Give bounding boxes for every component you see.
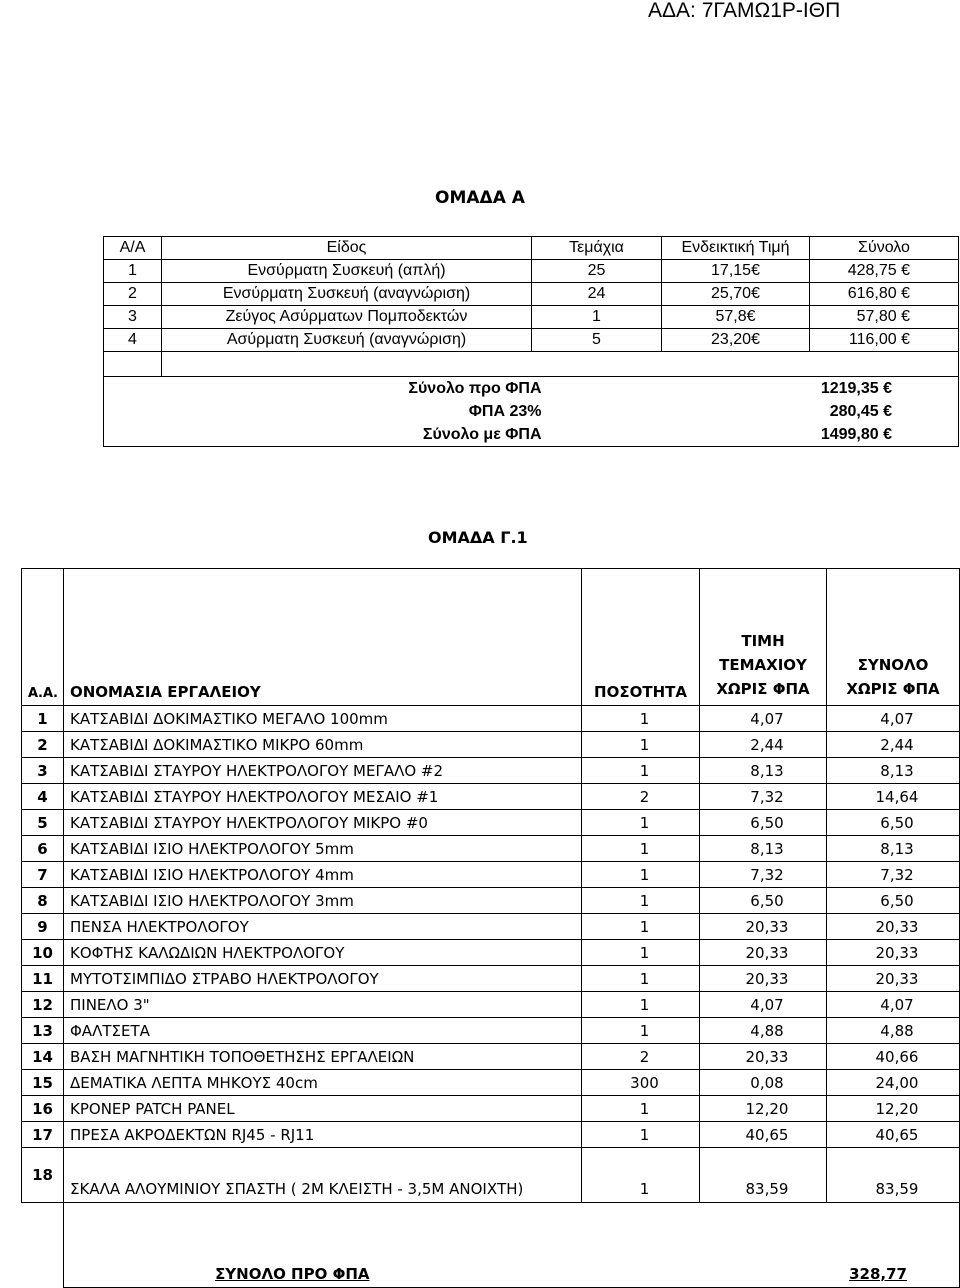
row-aa: 4 [22,784,64,810]
row-pieces: 1 [532,306,662,329]
row-qty: 1 [582,888,700,914]
row-total: 6,50 [827,888,960,914]
col-header-pieces: Τεμάχια [532,237,662,260]
table-row [22,836,960,862]
row-total: 4,07 [827,992,960,1018]
row-price: 2,44 [700,732,827,758]
blank-cell [22,1203,64,1244]
row-total: 616,80 € [810,283,959,306]
row-name: ΚΑΤΣΑΒΙΔΙ ΣΤΑΥΡΟΥ ΗΛΕΚΤΡΟΛΟΓΟΥ ΜΙΚΡΟ #0 [64,810,582,836]
summary-label: ΦΠΑ 23% [104,400,662,423]
row-aa: 11 [22,966,64,992]
row-qty: 2 [582,1044,700,1070]
summary-label: Σύνολο προ ΦΠΑ [104,377,662,401]
row-qty: 1 [582,732,700,758]
row-item: Ασύρματη Συσκευή (αναγνώριση) [162,329,532,352]
row-name: ΚΑΤΣΑΒΙΔΙ ΔΟΚΙΜΑΣΤΙΚΟ ΜΙΚΡΟ 60mm [64,732,582,758]
row-aa: 2 [22,732,64,758]
row-price: 4,07 [700,992,827,1018]
summary-label: Σύνολο με ΦΠΑ [104,423,662,447]
row-price: 23,20€ [662,329,810,352]
table-row [104,260,959,283]
blank-cell [64,1203,960,1244]
ada-code: ΑΔΑ: 7ΓΑΜΩ1Ρ-ΙΘΠ [648,0,841,22]
table-row [104,306,959,329]
row-pieces: 5 [532,329,662,352]
row-total: 57,80 € [810,306,959,329]
row-name: ΚΑΤΣΑΒΙΔΙ ΣΤΑΥΡΟΥ ΗΛΕΚΤΡΟΛΟΓΟΥ ΜΕΣΑΙΟ #1 [64,784,582,810]
row-qty: 1 [582,992,700,1018]
row-total: 40,65 [827,1122,960,1148]
blank-cell [22,1243,64,1288]
row-qty: 1 [582,966,700,992]
row-price: 12,20 [700,1096,827,1122]
row-qty: 1 [582,940,700,966]
table-header-row [104,237,959,260]
total-value: 328,77 [827,1243,960,1288]
row-price: 20,33 [700,940,827,966]
row-name: ΔΕΜΑΤΙΚΑ ΛΕΠΤΑ ΜΗΚΟΥΣ 40cm [64,1070,582,1096]
table-row [22,706,960,732]
summary-row [104,400,959,423]
row-total: 4,88 [827,1018,960,1044]
row-price: 83,59 [700,1148,827,1203]
row-price: 4,07 [700,706,827,732]
row-total: 2,44 [827,732,960,758]
row-qty: 1 [582,1122,700,1148]
row-name: ΚΑΤΣΑΒΙΔΙ ΣΤΑΥΡΟΥ ΗΛΕΚΤΡΟΛΟΓΟΥ ΜΕΓΑΛΟ #2 [64,758,582,784]
row-item: Ζεύγος Ασύρματων Πομποδεκτών [162,306,532,329]
table-row [22,810,960,836]
row-total: 20,33 [827,914,960,940]
summary-row [104,377,959,401]
row-name: ΚΑΤΣΑΒΙΔΙ ΙΣΙΟ ΗΛΕΚΤΡΟΛΟΓΟΥ 4mm [64,862,582,888]
row-aa: 8 [22,888,64,914]
row-total: 20,33 [827,966,960,992]
row-name: ΜΥΤΟΤΣΙΜΠΙΔΟ ΣΤΡΑΒΟ ΗΛΕΚΤΡΟΛΟΓΟΥ [64,966,582,992]
row-price: 17,15€ [662,260,810,283]
row-total: 14,64 [827,784,960,810]
col-header-aa: Α.Α. [22,569,64,706]
row-total: 116,00 € [810,329,959,352]
row-total: 40,66 [827,1044,960,1070]
total-row [22,1243,960,1288]
row-name: ΠΙΝΕΛΟ 3" [64,992,582,1018]
table-row [22,940,960,966]
col-header-total: Σύνολο [810,237,959,260]
row-price: 40,65 [700,1122,827,1148]
table-row [22,758,960,784]
row-aa: 18 [22,1148,64,1203]
blank-cell [104,352,162,377]
row-price: 20,33 [700,914,827,940]
group-g-table [21,568,960,1288]
summary-value: 1499,80 € [662,423,959,447]
row-qty: 2 [582,784,700,810]
row-aa: 10 [22,940,64,966]
col-header-item: Είδος [162,237,532,260]
row-price: 6,50 [700,888,827,914]
col-header-price: ΤΙΜΗ ΤΕΜΑΧΙΟΥ ΧΩΡΙΣ ΦΠΑ [700,569,827,706]
blank-cell [162,352,959,377]
table-row [104,283,959,306]
blank-cell [700,1243,827,1288]
row-qty: 1 [582,836,700,862]
row-price: 7,32 [700,862,827,888]
row-name: ΚΑΤΣΑΒΙΔΙ ΙΣΙΟ ΗΛΕΚΤΡΟΛΟΓΟΥ 3mm [64,888,582,914]
row-total: 20,33 [827,940,960,966]
row-qty: 1 [582,914,700,940]
row-price: 57,8€ [662,306,810,329]
row-total: 24,00 [827,1070,960,1096]
row-price: 0,08 [700,1070,827,1096]
group-g-title: ΟΜΑΔΑ Γ.1 [428,528,528,547]
row-price: 7,32 [700,784,827,810]
row-name: ΣΚΑΛΑ ΑΛΟΥΜΙΝΙΟΥ ΣΠΑΣΤΗ ( 2Μ ΚΛΕΙΣΤΗ - 3,5Μ ΑΝΟΙΧΤΗ) [64,1148,582,1203]
row-qty: 1 [582,862,700,888]
summary-row [104,423,959,447]
row-name: ΠΡΕΣΑ ΑΚΡΟΔΕΚΤΩΝ RJ45 - RJ11 [64,1122,582,1148]
row-total: 4,07 [827,706,960,732]
row-price: 20,33 [700,1044,827,1070]
row-qty: 1 [582,1148,700,1203]
row-price: 4,88 [700,1018,827,1044]
table-row [22,914,960,940]
row-qty: 1 [582,1018,700,1044]
table-row [104,329,959,352]
row-aa: 3 [104,306,162,329]
row-price: 25,70€ [662,283,810,306]
col-header-qty: ΠΟΣΟΤΗΤΑ [582,569,700,706]
row-total: 8,13 [827,836,960,862]
row-aa: 7 [22,862,64,888]
table-row [22,862,960,888]
blank-row [104,352,959,377]
table-row [22,732,960,758]
total-label: ΣΥΝΟΛΟ ΠΡΟ ΦΠΑ [64,1243,700,1288]
table-row [22,1122,960,1148]
row-name: ΠΕΝΣΑ ΗΛΕΚΤΡΟΛΟΓΟΥ [64,914,582,940]
col-header-aa: Α/Α [104,237,162,260]
row-aa: 6 [22,836,64,862]
row-aa: 9 [22,914,64,940]
row-qty: 300 [582,1070,700,1096]
row-aa: 2 [104,283,162,306]
row-aa: 1 [104,260,162,283]
table-row [22,966,960,992]
row-price: 6,50 [700,810,827,836]
row-name: ΚΑΤΣΑΒΙΔΙ ΙΣΙΟ ΗΛΕΚΤΡΟΛΟΓΟΥ 5mm [64,836,582,862]
row-qty: 1 [582,1096,700,1122]
row-aa: 13 [22,1018,64,1044]
row-aa: 15 [22,1070,64,1096]
summary-value: 280,45 € [662,400,959,423]
row-total: 83,59 [827,1148,960,1203]
row-pieces: 25 [532,260,662,283]
row-name: ΚΑΤΣΑΒΙΔΙ ΔΟΚΙΜΑΣΤΙΚΟ ΜΕΓΑΛΟ 100mm [64,706,582,732]
table-row [22,1070,960,1096]
row-name: ΚΟΦΤΗΣ ΚΑΛΩΔΙΩΝ ΗΛΕΚΤΡΟΛΟΓΟΥ [64,940,582,966]
table-row [22,1018,960,1044]
row-aa: 5 [22,810,64,836]
row-pieces: 24 [532,283,662,306]
row-qty: 1 [582,810,700,836]
blank-row [22,1203,960,1244]
table-row [22,1148,960,1203]
row-aa: 17 [22,1122,64,1148]
table-header-row [22,569,960,706]
row-total: 12,20 [827,1096,960,1122]
summary-value: 1219,35 € [662,377,959,401]
row-aa: 1 [22,706,64,732]
row-aa: 4 [104,329,162,352]
row-item: Ενσύρματη Συσκευή (αναγνώριση) [162,283,532,306]
row-qty: 1 [582,758,700,784]
row-name: ΦΑΛΤΣΕΤΑ [64,1018,582,1044]
row-name: ΒΑΣΗ ΜΑΓΝΗΤΙΚΗ ΤΟΠΟΘΕΤΗΣΗΣ ΕΡΓΑΛΕΙΩΝ [64,1044,582,1070]
row-total: 6,50 [827,810,960,836]
row-item: Ενσύρματη Συσκευή (απλή) [162,260,532,283]
col-header-price: Ενδεικτική Τιμή [662,237,810,260]
table-row [22,888,960,914]
group-a-table [103,236,959,447]
row-price: 8,13 [700,758,827,784]
row-price: 8,13 [700,836,827,862]
row-name: ΚΡΟΝΕΡ PATCH PANEL [64,1096,582,1122]
col-header-total: ΣΥΝΟΛΟ ΧΩΡΙΣ ΦΠΑ [827,569,960,706]
row-aa: 16 [22,1096,64,1122]
table-row [22,992,960,1018]
group-a-title: ΟΜΑΔΑ Α [435,188,525,208]
table-row [22,1044,960,1070]
row-total: 428,75 € [810,260,959,283]
row-qty: 1 [582,706,700,732]
row-aa: 14 [22,1044,64,1070]
row-aa: 12 [22,992,64,1018]
row-aa: 3 [22,758,64,784]
col-header-name: ΟΝΟΜΑΣΙΑ ΕΡΓΑΛΕΙΟΥ [64,569,582,706]
table-row [22,1096,960,1122]
row-total: 7,32 [827,862,960,888]
row-total: 8,13 [827,758,960,784]
table-row [22,784,960,810]
row-price: 20,33 [700,966,827,992]
